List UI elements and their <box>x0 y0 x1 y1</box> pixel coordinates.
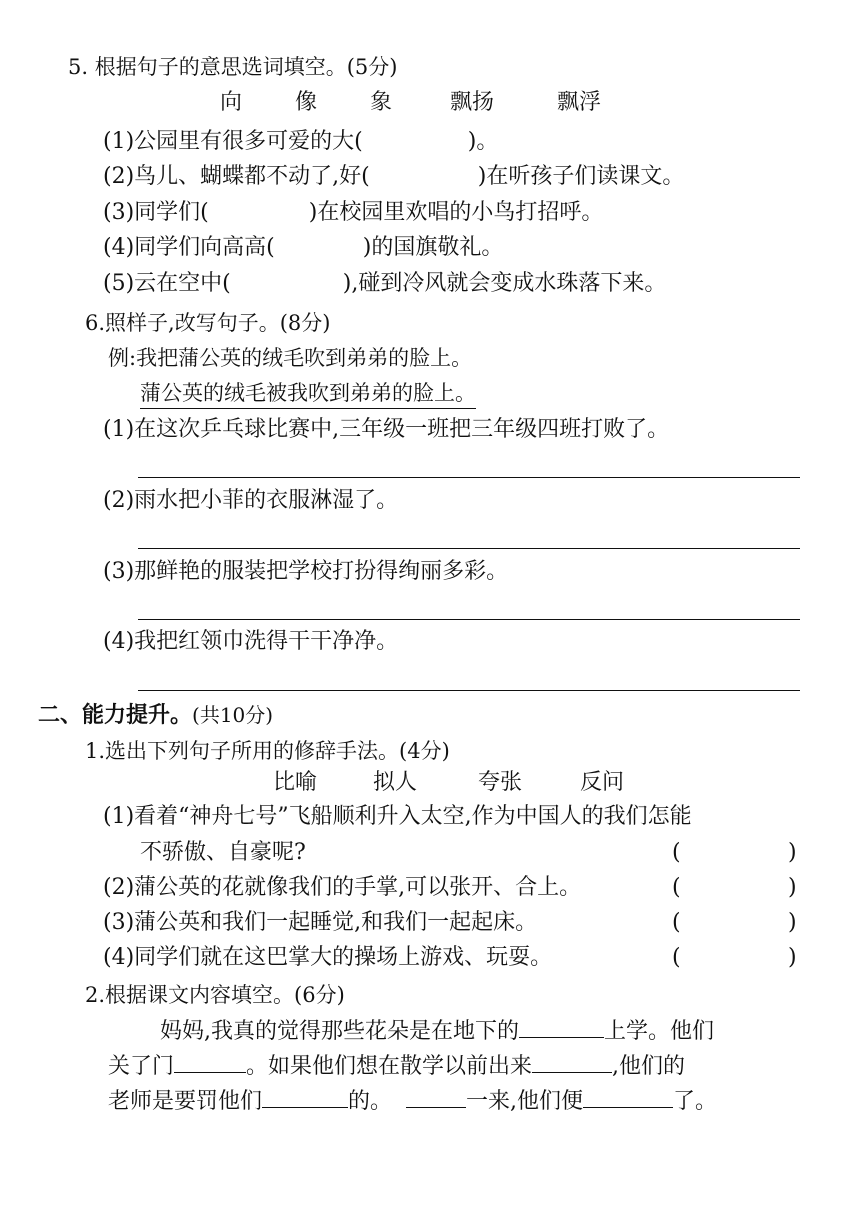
q1-option: 反问 <box>580 770 625 795</box>
q1-item-4: (4)同学们就在这巴掌大的操场上游戏、玩耍。 <box>103 945 553 970</box>
q2-paragraph-line-3: 老师是要罚他们 的。 一来,他们便 了。 <box>108 1085 717 1117</box>
q6-item-2: (2)雨水把小菲的衣服淋湿了。 <box>103 488 399 513</box>
answer-line-2[interactable] <box>138 548 800 549</box>
q5-item-4: (4)同学们向高高( )的国旗敬礼。 <box>103 235 504 260</box>
q6-item-4: (4)我把红领巾洗得干干净净。 <box>103 629 399 654</box>
answer-line-1[interactable] <box>138 477 800 478</box>
q6-item-3: (3)那鲜艳的服装把学校打扮得绚丽多彩。 <box>103 559 509 584</box>
q1-option: 拟人 <box>373 770 418 795</box>
fill-blank-4[interactable] <box>262 1085 348 1108</box>
answer-bracket-4[interactable]: ( <box>672 945 681 970</box>
answer-bracket-2[interactable]: ( <box>672 875 681 900</box>
q5-item-5: (5)云在空中( ),碰到冷风就会变成水珠落下来。 <box>103 271 667 296</box>
answer-bracket-3-close: ) <box>788 910 797 935</box>
q5-option: 飘浮 <box>557 90 602 115</box>
fill-blank-2[interactable] <box>174 1050 246 1073</box>
q6-title: 6.照样子,改写句子。(8分) <box>85 311 331 335</box>
fill-blank-3[interactable] <box>532 1050 612 1073</box>
q6-example: 例:我把蒲公英的绒毛吹到弟弟的脸上。 <box>108 346 473 370</box>
q2-paragraph-line-1: 妈妈,我真的觉得那些花朵是在地下的 上学。他们 <box>160 1015 714 1047</box>
q5-option: 像 <box>295 90 318 115</box>
q5-item-1: (1)公园里有很多可爱的大( )。 <box>103 129 499 154</box>
q1-option: 比喻 <box>273 770 318 795</box>
answer-line-3[interactable] <box>138 619 800 620</box>
q5-option: 象 <box>370 90 393 115</box>
q5-word-options <box>0 88 860 118</box>
answer-bracket-4-close: ) <box>788 945 797 970</box>
q6-item-1: (1)在这次乒乓球比赛中,三年级一班把三年级四班打败了。 <box>103 417 670 442</box>
q5-item-2: (2)鸟儿、蝴蝶都不动了,好( )在听孩子们读课文。 <box>103 164 685 189</box>
q6-example-answer: 蒲公英的绒毛被我吹到弟弟的脸上。 <box>140 378 476 408</box>
q1-item-3: (3)蒲公英和我们一起睡觉,和我们一起起床。 <box>103 910 538 935</box>
section-2-heading: 二、能力提升。(共10分) <box>38 702 274 728</box>
fill-blank-5[interactable] <box>406 1085 466 1108</box>
fill-blank-6[interactable] <box>583 1085 673 1108</box>
answer-bracket-2-close: ) <box>788 875 797 900</box>
answer-bracket-1[interactable]: ( <box>672 840 681 865</box>
q1-rhetoric-options <box>0 768 860 798</box>
q1-item-1-cont: 不骄傲、自豪呢? <box>140 840 306 865</box>
q2-title: 2.根据课文内容填空。(6分) <box>85 983 345 1007</box>
q2-paragraph-line-2: 关了门 。如果他们想在散学以前出来 ,他们的 <box>108 1050 685 1082</box>
answer-bracket-1-close: ) <box>788 840 797 865</box>
q5-title: 5. 根据句子的意思选词填空。(5分) <box>68 55 398 79</box>
fill-blank-1[interactable] <box>519 1015 604 1038</box>
answer-line-4[interactable] <box>138 690 800 691</box>
q5-option: 向 <box>220 90 243 115</box>
q1-option: 夸张 <box>478 770 523 795</box>
q5-option: 飘扬 <box>450 90 495 115</box>
q1-title: 1.选出下列句子所用的修辞手法。(4分) <box>85 739 450 763</box>
answer-bracket-3[interactable]: ( <box>672 910 681 935</box>
q1-item-2: (2)蒲公英的花就像我们的手掌,可以张开、合上。 <box>103 875 582 900</box>
q5-item-3: (3)同学们( )在校园里欢唱的小鸟打招呼。 <box>103 200 604 225</box>
q1-item-1: (1)看着“神舟七号”飞船顺利升入太空,作为中国人的我们怎能 <box>103 804 692 829</box>
